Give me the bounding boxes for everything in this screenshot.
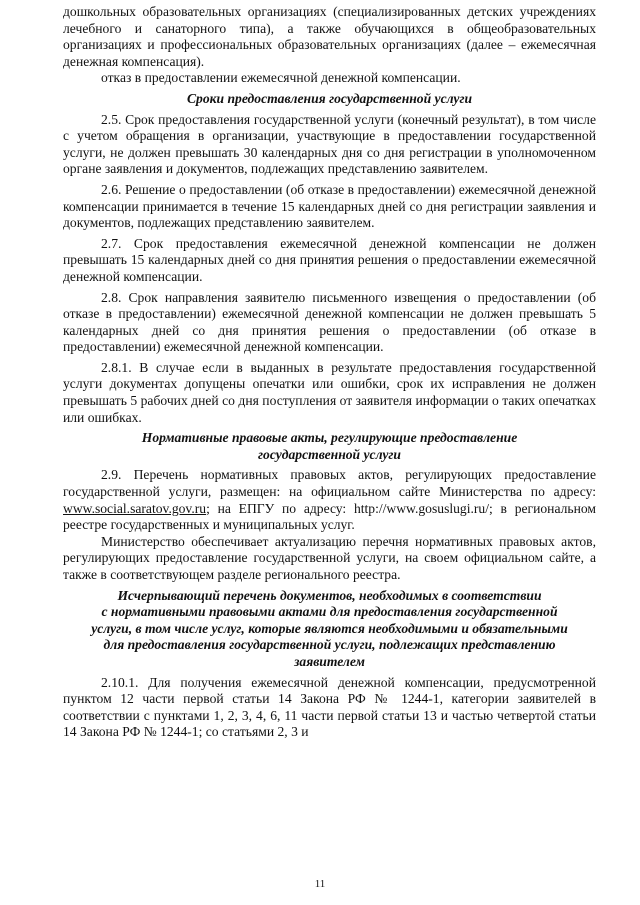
heading-terms: Сроки предоставления государственной услуги [186, 90, 473, 106]
paragraph-2-5: 2.5. Срок предоставления государственной услуги (конечный результат), в том числе с учетом обращения в организации, участвующие в предоставлении государственной услуги, не должен превышать 30 календарных дня со дня регистрации в уполномоченном органе заявления и документов, подлежащих представлению заявителем. [63, 111, 596, 177]
heading-documents-line3: услуги, в том числе услуг, которые являются необходимыми и обязательными [91, 620, 568, 636]
heading-documents-line4: для предоставления государственной услуги, подлежащих представлению [103, 637, 556, 653]
paragraph-2-6: 2.6. Решение о предоставлении (об отказе в предоставлении) ежемесячной денежной компенсации принимается в течение 15 календарных дней со дня регистрации заявления и документов, подлежащих представлению заявителем. [63, 181, 596, 231]
heading-documents-list [63, 588, 596, 671]
paragraph-refusal: отказ в предоставлении ежемесячной денежной компенсации. [101, 70, 461, 86]
paragraph-intro-continuation: дошкольных образовательных организациях (специализированных детских учреждениях лечебного и санаторного типа), а также обучающихся в общеобразовательных организациях и профессиональных образовательных организациях (далее – ежемесячная денежная компенсация). [63, 4, 596, 69]
heading-documents-line5: заявителем [294, 653, 365, 669]
paragraph-2-7: 2.7. Срок предоставления ежемесячной денежной компенсации не должен превышать 15 календарных дней со дня принятия решения о предоставлении ежемесячной денежной компенсации. [63, 235, 596, 284]
paragraph-2-10-1: 2.10.1. Для получения ежемесячной денежной компенсации, предусмотренной пунктом 12 части первой статьи 14 Закона РФ № 1244-1, категории заявителей в соответствии с пунктами 1, 2, 3, 4, 6, 11 части первой статьи 13 и частью четвертой статьи 14 Закона РФ № 1244-1; со статьями 2, 3 и [63, 674, 596, 740]
paragraph-2-9-start: 2.9. Перечень нормативных правовых актов, регулирующих предоставление государственной услуги, размещен: на официальном сайте Министерства по адресу: [63, 467, 596, 500]
heading-normative-acts-line1: Нормативные правовые акты, регулирующие предоставление [141, 430, 518, 446]
paragraph-ministry-actualization: Министерство обеспечивает актуализацию перечня нормативных правовых актов, регулирующих предоставление государственной услуги, на своем официальном сайте, а также в соответствующем разделе регионального реестра. [63, 533, 596, 582]
ministry-site-link[interactable]: www.social.saratov.gov.ru [63, 500, 207, 516]
page-number: 11 [314, 878, 326, 890]
paragraph-2-9-end: ; на ЕПГУ по адресу: http://www.gosuslugi.ru/; в региональном реестре государственных и муниципальных услуг. [63, 500, 596, 533]
heading-normative-acts-line2: государственной услуги [258, 446, 401, 462]
paragraph-2-8-1: 2.8.1. В случае если в выданных в результате предоставления государственной услуги документах допущены опечатки или ошибки, срок их исправления не должен превышать 5 рабочих дней со дня поступления от заявителя информации о таких опечатках или ошибках. [63, 359, 596, 425]
heading-documents-line1: Исчерпывающий перечень документов, необходимых в соответствии [117, 587, 542, 603]
paragraph-2-9 [63, 467, 596, 533]
heading-normative-acts [63, 430, 596, 463]
heading-documents-line2: с нормативными правовыми актами для предоставления государственной [101, 604, 558, 620]
paragraph-2-8: 2.8. Срок направления заявителю письменного извещения о предоставлении (об отказе в предоставлении) ежемесячной денежной компенсации не должен превышать 5 календарных дней со дня принятия решения о предоставлении (об отказе в предоставлении) ежемесячной денежной компенсации. [63, 289, 596, 355]
